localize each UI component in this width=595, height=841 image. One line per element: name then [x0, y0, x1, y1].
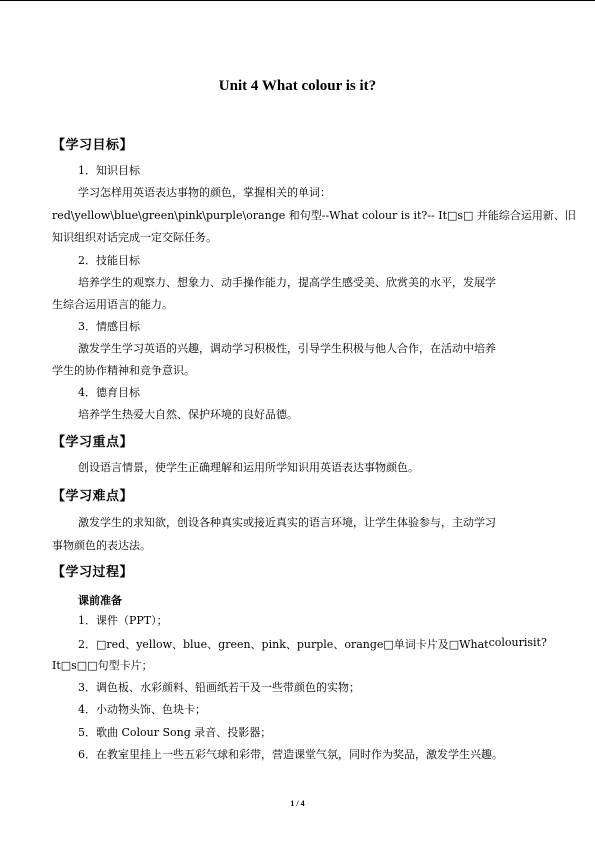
page-title: Unit 4 What colour is it?	[218, 78, 377, 94]
heading-objectives: 【学习目标】	[52, 138, 134, 153]
skill-line-2: 生综合运用语言的能力。	[52, 298, 173, 311]
moral-line-1: 培养学生热爱大自然、保护环境的良好品德。	[78, 408, 298, 421]
heading-key-points: 【学习重点】	[52, 435, 134, 450]
prep-item-6: 6．在教室里挂上一些五彩气球和彩带，营造课堂气氛，同时作为奖品，激发学生兴趣。	[78, 748, 503, 761]
knowledge-label: 1．知识目标	[78, 164, 140, 177]
prep-item-2-part-a: 2．□red、yellow、blue、green、pink、purple、orange□单词卡片及□What	[78, 638, 489, 651]
prep-title: 课前准备	[78, 594, 122, 607]
prep-item-2-part-d: it?	[533, 636, 547, 649]
knowledge-line-1: 学习怎样用英语表达事物的颜色，掌握相关的单词：	[78, 186, 331, 199]
knowledge-line-2: red\yellow\blue\green\pink\purple\orange 和句型--What colour is it?-- It□s□ 并能综合运用新、旧	[52, 209, 576, 222]
prep-item-5: 5．歌曲 Colour Song 录音、投影器；	[78, 726, 272, 739]
difficulties-line-2: 事物颜色的表达法。	[52, 539, 151, 552]
skill-line-1: 培养学生的观察力、想象力、动手操作能力，提高学生感受美、欣赏美的水平，发展学	[78, 276, 496, 289]
prep-item-2	[78, 636, 547, 652]
emotion-line-1: 激发学生学习英语的兴趣，调动学习积极性，引导学生积极与他人合作，在活动中培养	[78, 342, 496, 355]
heading-difficulties: 【学习难点】	[52, 489, 134, 504]
prep-item-1: 1．课件（PPT）；	[78, 614, 168, 627]
skill-label: 2．技能目标	[78, 254, 140, 267]
prep-item-2-part-b: colour	[488, 636, 524, 649]
emotion-line-2: 学生的协作精神和竞争意识。	[52, 364, 195, 377]
prep-item-2-part-c: is	[523, 636, 534, 649]
emotion-label: 3．情感目标	[78, 320, 140, 333]
page-number: 1 / 4	[290, 799, 305, 808]
difficulties-line-1: 激发学生的求知欲，创设各种真实或接近真实的语言环境，让学生体验参与，主动学习	[78, 516, 496, 529]
heading-process: 【学习过程】	[52, 565, 134, 580]
prep-item-4: 4．小动物头饰、色块卡；	[78, 703, 206, 716]
prep-item-2-continued: It□s□□句型卡片；	[52, 659, 153, 672]
knowledge-line-3: 知识组织对话完成一定交际任务。	[52, 231, 217, 244]
prep-item-3: 3．调色板、水彩颜料、铅画纸若干及一些带颜色的实物；	[78, 681, 360, 694]
moral-label: 4．德育目标	[78, 386, 140, 399]
key-points-line-1: 创设语言情景，使学生正确理解和运用所学知识用英语表达事物颜色。	[78, 461, 419, 474]
